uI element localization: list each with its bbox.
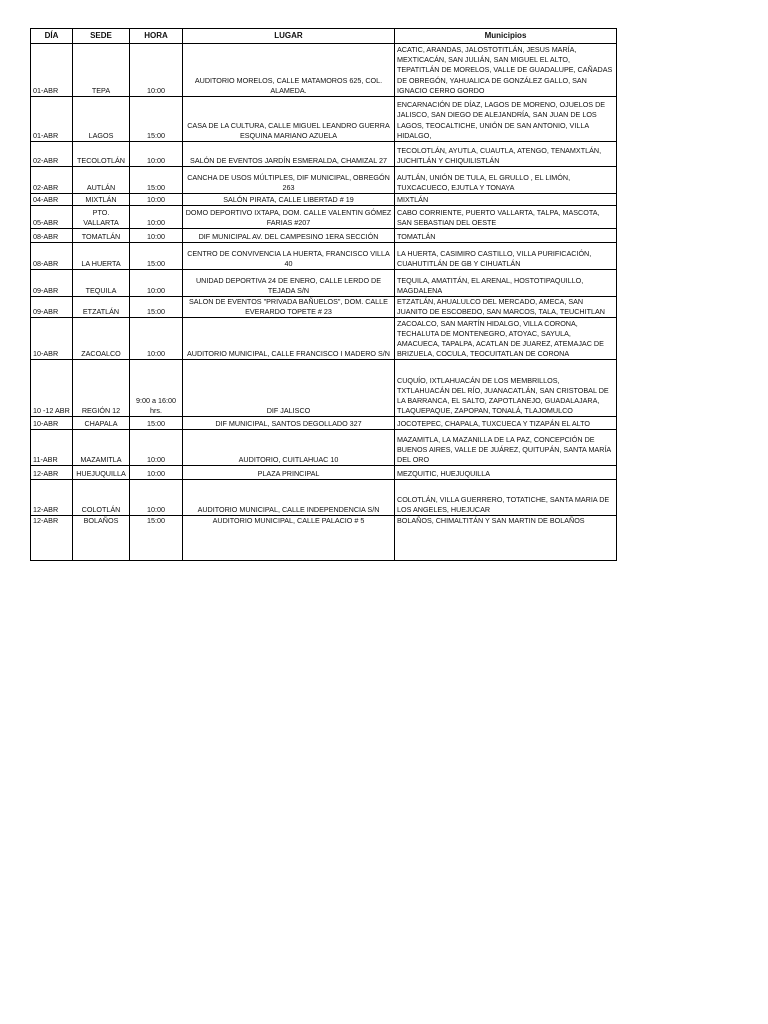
cell-hora: 15:00 (130, 243, 183, 270)
cell-hora: 10:00 (130, 270, 183, 297)
cell-dia: 08-ABR (31, 229, 73, 243)
cell-sede: TECOLOTLÁN (73, 142, 130, 167)
table-row (31, 270, 617, 297)
cell-dia: 11-ABR (31, 430, 73, 466)
cell-lugar: CASA DE LA CULTURA, CALLE MIGUEL LEANDRO GUERRA ESQUINA MARIANO AZUELA (183, 97, 395, 142)
cell-lugar: DIF MUNICIPAL AV. DEL CAMPESINO 1ERA SECCIÓN (183, 229, 395, 243)
cell-hora: 10:00 (130, 142, 183, 167)
cell-sede: COLOTLÁN (73, 480, 130, 516)
cell-municipios: ETZATLÁN, AHUALULCO DEL MERCADO, AMECA, SAN JUANITO DE ESCOBEDO, SAN MARCOS, TALA, TEUCHITLAN (395, 297, 617, 318)
cell-hora: 10:00 (130, 318, 183, 360)
cell-lugar: AUDITORIO MUNICIPAL, CALLE PALACIO # 5 (183, 516, 395, 561)
table-row (31, 516, 617, 561)
cell-sede: PTO. VALLARTA (73, 206, 130, 229)
cell-hora: 15:00 (130, 297, 183, 318)
cell-sede: ETZATLÁN (73, 297, 130, 318)
cell-sede: TEQUILA (73, 270, 130, 297)
table-row (31, 206, 617, 229)
cell-municipios: ZACOALCO, SAN MARTÍN HIDALGO, VILLA CORONA, TECHALUTA DE MONTENEGRO, ATOYAC, SAYULA, AMACUECA, TAPALPA, ACATLAN DE JUAREZ, ATEMAJAC DE BRIZUELA, COCULA, TEOCUITATLAN DE CORONA (395, 318, 617, 360)
cell-municipios: CUQUÍO, IXTLAHUACÁN DE LOS MEMBRILLOS, TXTLAHUACÁN DEL RÍO, JUANACATLÁN, SAN CRISTOBAL DE LA BARRANCA, EL SALTO, ZAPOTLANEJO, GUADALAJARA, TLAQUEPAQUE, ZAPOPAN, TONALÁ, TLAJOMULCO (395, 360, 617, 417)
cell-lugar: SALÓN PIRATA, CALLE LIBERTAD # 19 (183, 194, 395, 206)
cell-dia: 08-ABR (31, 243, 73, 270)
cell-dia: 09-ABR (31, 270, 73, 297)
cell-dia: 02-ABR (31, 167, 73, 194)
cell-dia: 12-ABR (31, 480, 73, 516)
header-dia: DÍA (31, 29, 73, 44)
cell-hora: 10:00 (130, 44, 183, 97)
header-row (31, 29, 617, 44)
table-row (31, 243, 617, 270)
cell-sede: AUTLÁN (73, 167, 130, 194)
cell-lugar: CANCHA DE USOS MÚLTIPLES, DIF MUNICIPAL, OBREGÓN 263 (183, 167, 395, 194)
cell-lugar: AUDITORIO MUNICIPAL, CALLE INDEPENDENCIA S/N (183, 480, 395, 516)
cell-municipios: COLOTLÁN, VILLA GUERRERO, TOTATICHE, SANTA MARIA DE LOS ANGELES, HUEJUCAR (395, 480, 617, 516)
cell-hora: 10:00 (130, 430, 183, 466)
cell-dia: 12-ABR (31, 516, 73, 561)
cell-municipios: ENCARNACIÓN DE DÍAZ, LAGOS DE MORENO, OJUELOS DE JALISCO, SAN DIEGO DE ALEJANDRÍA, SAN JUAN DE LOS LAGOS, TEOCALTICHE, UNIÓN DE SAN ANTONIO, VILLA HIDALGO, (395, 97, 617, 142)
cell-dia: 05-ABR (31, 206, 73, 229)
cell-sede: LA HUERTA (73, 243, 130, 270)
table-row (31, 97, 617, 142)
cell-lugar: SALON DE EVENTOS "PRIVADA BAÑUELOS", DOM. CALLE EVERARDO TOPETE # 23 (183, 297, 395, 318)
cell-dia: 01-ABR (31, 44, 73, 97)
cell-hora: 15:00 (130, 417, 183, 430)
schedule-sheet (30, 28, 617, 561)
cell-lugar: DIF MUNICIPAL, SANTOS DEGOLLADO 327 (183, 417, 395, 430)
cell-lugar: UNIDAD DEPORTIVA 24 DE ENERO, CALLE LERDO DE TEJADA S/N (183, 270, 395, 297)
cell-lugar: SALÓN DE EVENTOS JARDÍN ESMERALDA, CHAMIZAL 27 (183, 142, 395, 167)
cell-sede: CHAPALA (73, 417, 130, 430)
cell-hora: 10:00 (130, 466, 183, 480)
cell-sede: HUEJUQUILLA (73, 466, 130, 480)
cell-hora: 15:00 (130, 167, 183, 194)
schedule-table (30, 28, 617, 561)
cell-dia: 04-ABR (31, 194, 73, 206)
cell-municipios: MEZQUITIC, HUEJUQUILLA (395, 466, 617, 480)
cell-dia: 10-ABR (31, 318, 73, 360)
cell-hora: 9:00 a 16:00 hrs. (130, 360, 183, 417)
cell-sede: LAGOS (73, 97, 130, 142)
cell-municipios: TOMATLÁN (395, 229, 617, 243)
table-row (31, 297, 617, 318)
cell-municipios: CABO CORRIENTE, PUERTO VALLARTA, TALPA, MASCOTA, SAN SEBASTIAN DEL OESTE (395, 206, 617, 229)
cell-dia: 09-ABR (31, 297, 73, 318)
cell-sede: MAZAMITLA (73, 430, 130, 466)
cell-hora: 10:00 (130, 206, 183, 229)
table-row (31, 194, 617, 206)
table-row (31, 480, 617, 516)
schedule-body (31, 44, 617, 561)
cell-hora: 10:00 (130, 229, 183, 243)
table-row (31, 360, 617, 417)
cell-hora: 10:00 (130, 194, 183, 206)
header-lugar: LUGAR (183, 29, 395, 44)
cell-sede: TEPA (73, 44, 130, 97)
cell-sede: MIXTLÁN (73, 194, 130, 206)
cell-lugar: DOMO DEPORTIVO IXTAPA, DOM. CALLE VALENTIN GÓMEZ FARIAS #207 (183, 206, 395, 229)
cell-municipios: AUTLÁN, UNIÓN DE TULA, EL GRULLO , EL LIMÓN, TUXCACUECO, EJUTLA Y TONAYA (395, 167, 617, 194)
cell-lugar: PLAZA PRINCIPAL (183, 466, 395, 480)
cell-sede: TOMATLÁN (73, 229, 130, 243)
cell-lugar: DIF JALISCO (183, 360, 395, 417)
header-hora: HORA (130, 29, 183, 44)
cell-sede: ZACOALCO (73, 318, 130, 360)
table-row (31, 466, 617, 480)
cell-municipios: JOCOTEPEC, CHAPALA, TUXCUECA Y TIZAPÁN EL ALTO (395, 417, 617, 430)
header-sede: SEDE (73, 29, 130, 44)
header-municipios: Municipios (395, 29, 617, 44)
table-row (31, 417, 617, 430)
cell-lugar: AUDITORIO, CUITLAHUAC 10 (183, 430, 395, 466)
cell-hora: 15:00 (130, 516, 183, 561)
cell-lugar: AUDITORIO MUNICIPAL, CALLE FRANCISCO I MADERO S/N (183, 318, 395, 360)
cell-dia: 10 -12 ABR (31, 360, 73, 417)
cell-sede: BOLAÑOS (73, 516, 130, 561)
cell-municipios: TEQUILA, AMATITÁN, EL ARENAL, HOSTOTIPAQUILLO, MAGDALENA (395, 270, 617, 297)
cell-municipios: TECOLOTLÁN, AYUTLA, CUAUTLA, ATENGO, TENAMXTLÁN, JUCHITLÁN Y CHIQUILISTLÁN (395, 142, 617, 167)
table-row (31, 44, 617, 97)
cell-dia: 01-ABR (31, 97, 73, 142)
cell-dia: 12-ABR (31, 466, 73, 480)
cell-lugar: AUDITORIO MORELOS, CALLE MATAMOROS 625, COL. ALAMEDA. (183, 44, 395, 97)
cell-municipios: BOLAÑOS, CHIMALTITÁN Y SAN MARTIN DE BOLAÑOS (395, 516, 617, 561)
cell-municipios: LA HUERTA, CASIMIRO CASTILLO, VILLA PURIFICACIÓN, CUAHUTITLÁN DE GB Y CIHUATLÁN (395, 243, 617, 270)
cell-hora: 10:00 (130, 480, 183, 516)
table-row (31, 229, 617, 243)
cell-municipios: ACATIC, ARANDAS, JALOSTOTITLÁN, JESUS MARÍA, MEXTICACÁN, SAN JULIÁN, SAN MIGUEL EL ALTO, TEPATITLÁN DE MORELOS, VALLE DE GUADALUPE, CAÑADAS DE OBREGÓN, YAHUALICA DE GONZÁLEZ GALLO, SAN IGNACIO CERRO GORDO (395, 44, 617, 97)
cell-municipios: MAZAMITLA, LA MAZANILLA DE LA PAZ, CONCEPCIÓN DE BUENOS AIRES, VALLE DE JUÁREZ, QUITUPÁN, SANTA MARÍA DEL ORO (395, 430, 617, 466)
cell-hora: 15:00 (130, 97, 183, 142)
cell-dia: 10-ABR (31, 417, 73, 430)
cell-sede: REGIÓN 12 (73, 360, 130, 417)
cell-dia: 02-ABR (31, 142, 73, 167)
cell-lugar: CENTRO DE CONVIVENCIA LA HUERTA, FRANCISCO VILLA 40 (183, 243, 395, 270)
cell-municipios: MIXTLÁN (395, 194, 617, 206)
table-row (31, 430, 617, 466)
table-row (31, 167, 617, 194)
table-row (31, 318, 617, 360)
table-row (31, 142, 617, 167)
